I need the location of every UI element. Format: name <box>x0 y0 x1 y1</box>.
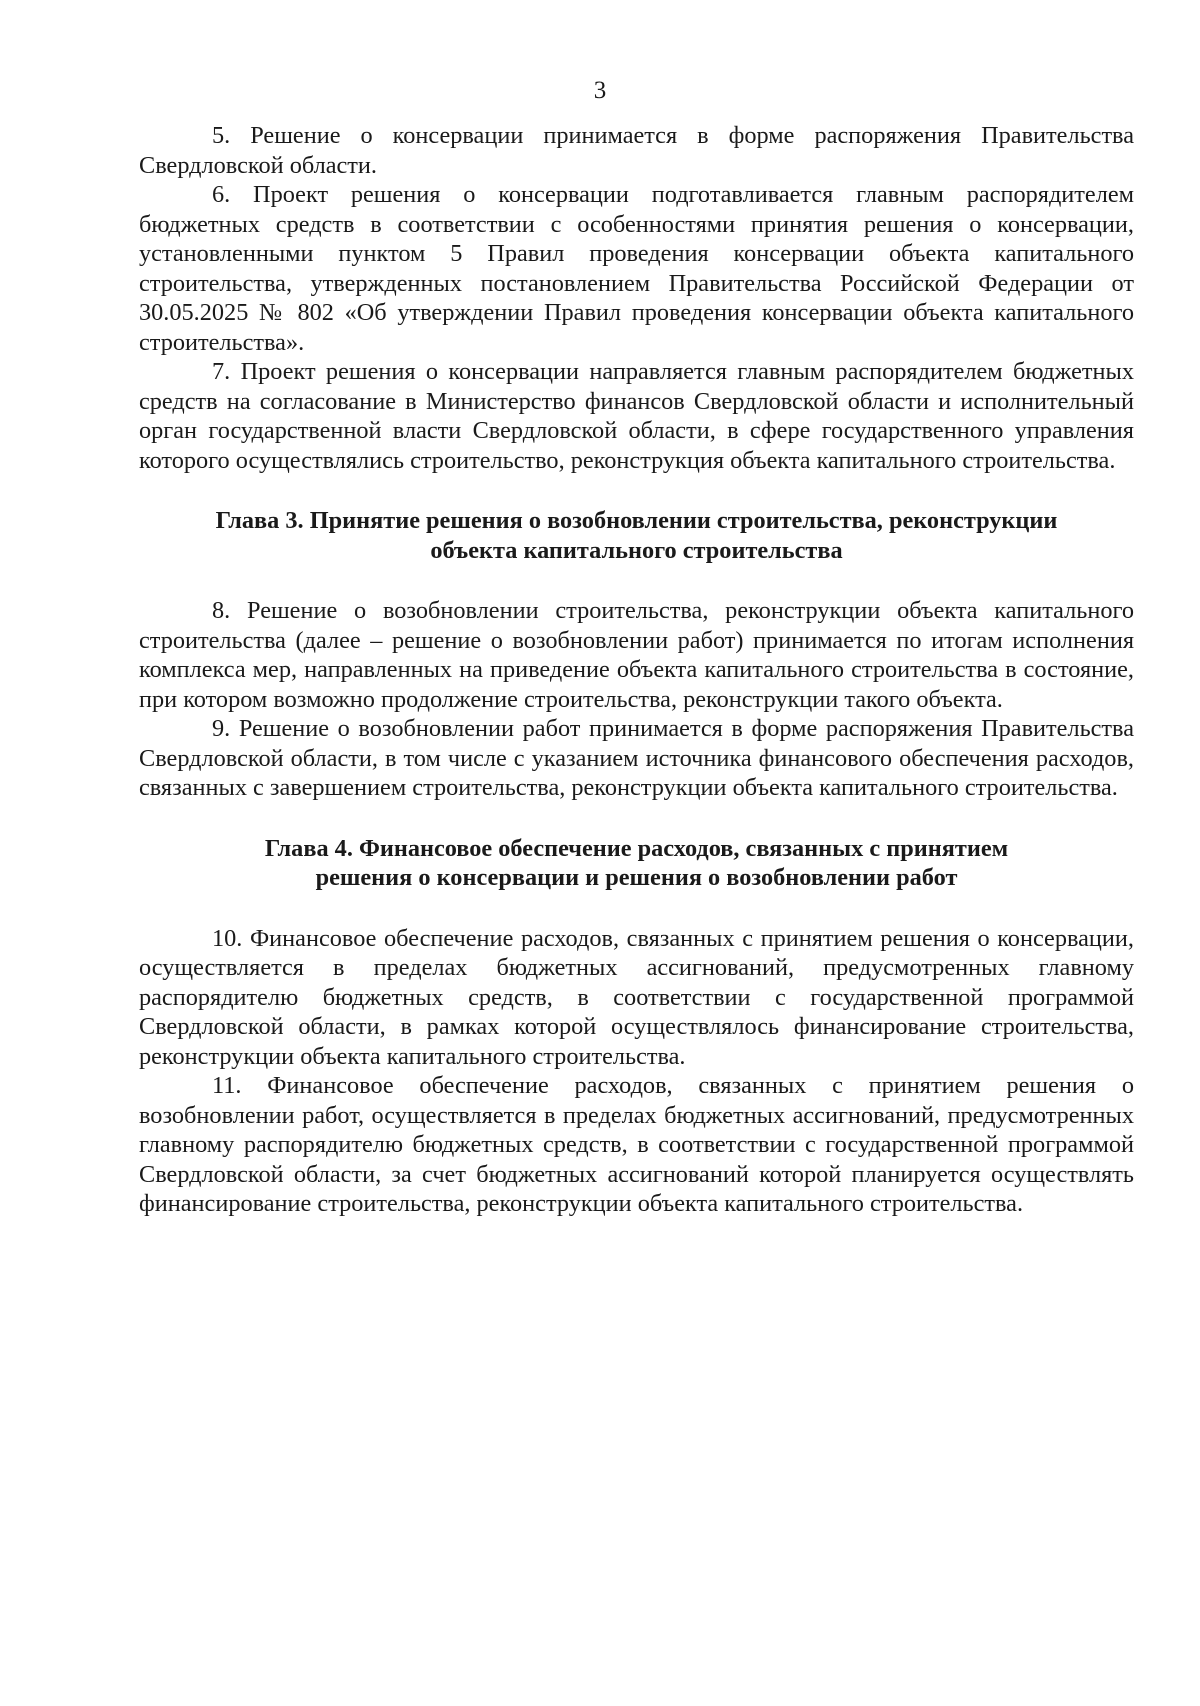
paragraph-6: 6. Проект решения о консервации подготавливается главным распорядителем бюджетных средств в соответствии с особенностями принятия решения о консервации, установленными пунктом 5 Правил проведения консервации объекта капитального строительства, утвержденных постановлением Правительства Российской Федерации от 30.05.2025 № 802 «Об утверждении Правил проведения консервации объекта капитального строительства». <box>139 181 1134 356</box>
spacer <box>139 803 1134 834</box>
page-number: 3 <box>593 77 607 104</box>
chapter-3-heading <box>139 506 1134 565</box>
paragraph-7: 7. Проект решения о консервации направляется главным распорядителем бюджетных средств на согласование в Министерство финансов Свердловской области и исполнительный орган государственной власти Свердловской области, в сфере государственного управления которого осуществлялись строительство, реконструкция объекта капитального строительства. <box>139 358 1134 474</box>
spacer <box>139 475 1134 506</box>
chapter-3-heading-line-2: объекта капитального строительства <box>430 536 843 564</box>
chapter-4-heading <box>139 834 1134 893</box>
paragraph-8: 8. Решение о возобновлении строительства, реконструкции объекта капитального строительства (далее – решение о возобновлении работ) принимается по итогам исполнения комплекса мер, направленных на приведение объекта капитального строительства в состояние, при котором возможно продолжение строительства, реконструкции такого объекта. <box>139 597 1134 713</box>
document-body <box>139 121 1134 1219</box>
chapter-4-heading-line-1: Глава 4. Финансовое обеспечение расходов, связанных с принятием <box>264 834 1009 862</box>
chapter-4-heading-line-2: решения о консервации и решения о возобновлении работ <box>315 864 958 891</box>
spacer <box>139 893 1134 924</box>
chapter-3-heading-line-1: Глава 3. Принятие решения о возобновлении строительства, реконструкции <box>215 507 1058 534</box>
paragraph-11: 11. Финансовое обеспечение расходов, связанных с принятием решения о возобновлении работ, осуществляется в пределах бюджетных ассигнований, предусмотренных главному распорядителю бюджетных средств, в соответствии с государственной программой Свердловской области, за счет бюджетных ассигнований которой планируется осуществлять финансирование строительства, реконструкции объекта капитального строительства. <box>139 1072 1134 1217</box>
paragraph-10: 10. Финансовое обеспечение расходов, связанных с принятием решения о консервации, осуществляется в пределах бюджетных ассигнований, предусмотренных главному распорядителю бюджетных средств, в соответствии с государственной программой Свердловской области, в рамках которой осуществлялось финансирование строительства, реконструкции объекта капитального строительства. <box>139 924 1134 1070</box>
spacer <box>139 565 1134 596</box>
paragraph-9: 9. Решение о возобновлении работ принимается в форме распоряжения Правительства Свердловской области, в том числе с указанием источника финансового обеспечения расходов, связанных с завершением строительства, реконструкции объекта капитального строительства. <box>139 715 1134 801</box>
paragraph-5: 5. Решение о консервации принимается в форме распоряжения Правительства Свердловской области. <box>139 122 1134 179</box>
